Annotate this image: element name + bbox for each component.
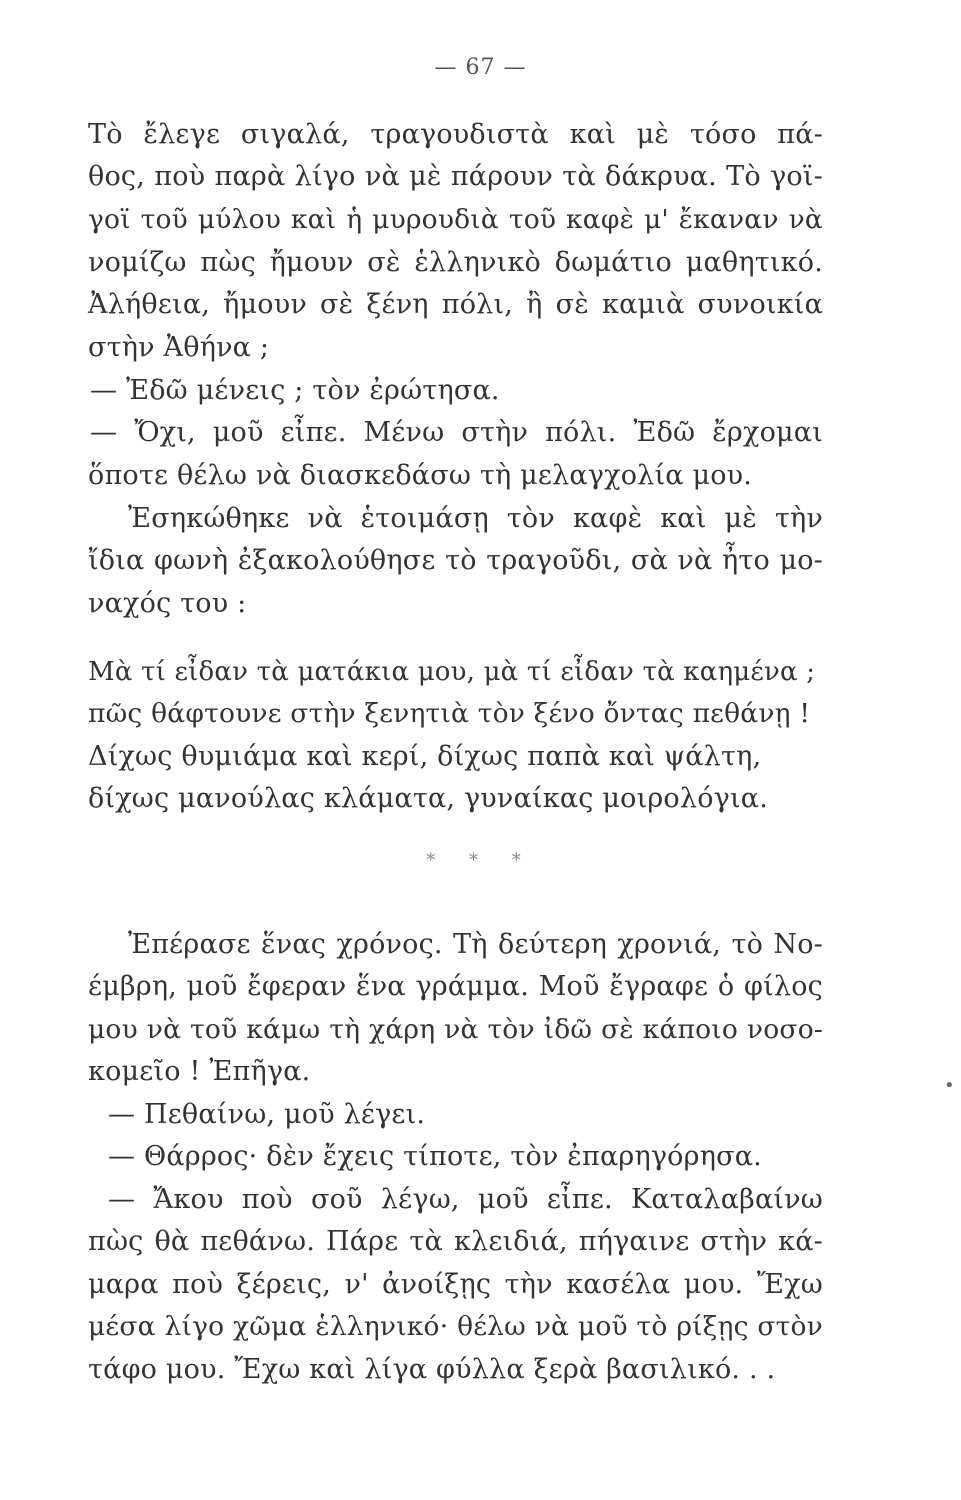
text-line: κομεῖο ! Ἐπῆγα. bbox=[88, 1056, 311, 1087]
text-line: τάφο μου. Ἔχω καὶ λίγα φύλλα ξερὰ βασιλικό. . . bbox=[88, 1354, 776, 1385]
text-line: έμβρη, μοῦ ἔφεραν ἕνα γράμμα. Μοῦ ἔγραφε ὁ φίλος bbox=[88, 971, 823, 1002]
paragraph-first-line: Ἐσηκώθηκε νὰ ἑτοιμάσῃ τὸν καφὲ καὶ μὲ τὴν bbox=[128, 503, 823, 534]
dialogue-line: — Ἐδῶ μένεις ; τὸν ἐρώτησα. bbox=[90, 375, 500, 406]
page-number: — 67 — bbox=[434, 55, 527, 80]
text-line: μαρα ποὺ ξέρεις, ν' ἀνοίξῃς τὴν κασέλα μου. Ἔχω bbox=[88, 1269, 823, 1300]
text-line: ἴδια φωνὴ ἐξακολούθησε τὸ τραγοῦδι, σὰ νὰ ἦτο μο- bbox=[88, 545, 823, 576]
text-line: θος, ποὺ παρὰ λίγο νὰ μὲ πάρουν τὰ δάκρυα. Τὸ γοϊ- bbox=[88, 161, 823, 192]
text-line: Ἀλήθεια, ἤμουν σὲ ξένη πόλι, ἢ σὲ καμιὰ συνοικία bbox=[88, 289, 823, 320]
text-line: νομίζω πὼς ἤμουν σὲ ἑλληνικὸ δωμάτιο μαθητικό. bbox=[88, 247, 823, 278]
verse-line: Μὰ τί εἶδαν τὰ ματάκια μου, μὰ τί εἶδαν τὰ καημένα ; bbox=[88, 657, 816, 687]
text-line: ναχός του : bbox=[88, 588, 247, 619]
verse-line: Δίχως θυμιάμα καὶ κερί, δίχως παπὰ καὶ ψάλτη, bbox=[88, 741, 762, 772]
dialogue-line: — Πεθαίνω, μοῦ λέγει. bbox=[108, 1099, 426, 1130]
paragraph-first-line: Ἐπέρασε ἕνας χρόνος. Τὴ δεύτερη χρονιά, τὸ Νο- bbox=[128, 929, 823, 960]
verse-line: δίχως μανούλας κλάματα, γυναίκας μοιρολόγια. bbox=[88, 783, 768, 814]
text-line: στὴν Ἀθήνα ; bbox=[88, 332, 270, 363]
text-line: ὅποτε θέλω νὰ διασκεδάσω τὴ μελαγχολία μου. bbox=[88, 460, 753, 491]
text-line: πὼς θὰ πεθάνω. Πάρε τὰ κλειδιά, πήγαινε στὴν κά- bbox=[88, 1226, 823, 1257]
section-divider-asterism: * * * bbox=[426, 850, 535, 871]
verse-line: πῶς θάφτουνε στὴν ξενητιὰ τὸν ξένο ὄντας πεθάνῃ ! bbox=[88, 698, 811, 729]
text-line: μου νὰ τοῦ κάμω τὴ χάρη νὰ τὸν ἰδῶ σὲ κάποιο νοσο- bbox=[88, 1014, 823, 1045]
dialogue-line: — Θάρρος· δὲν ἔχεις τίποτε, τὸν ἐπαρηγόρησα. bbox=[108, 1141, 762, 1172]
text-line: μέσα λίγο χῶμα ἑλληνικό· θέλω νὰ μοῦ τὸ ρίξῃς στὸν bbox=[88, 1311, 823, 1342]
dialogue-line: — Ἄκου ποὺ σοῦ λέγω, μοῦ εἶπε. Καταλαβαίνω bbox=[108, 1184, 823, 1215]
margin-mark: • bbox=[944, 1075, 955, 1096]
text-line: γοϊ τοῦ μύλου καὶ ἡ μυρουδιὰ τοῦ καφὲ μ' ἔκαναν νὰ bbox=[88, 204, 823, 235]
text-line: Τὸ ἔλεγε σιγαλά, τραγουδιστὰ καὶ μὲ τόσο πά- bbox=[88, 119, 823, 150]
dialogue-line: — Ὄχι, μοῦ εἶπε. Μένω στὴν πόλι. Ἐδῶ ἔρχομαι bbox=[90, 417, 823, 448]
